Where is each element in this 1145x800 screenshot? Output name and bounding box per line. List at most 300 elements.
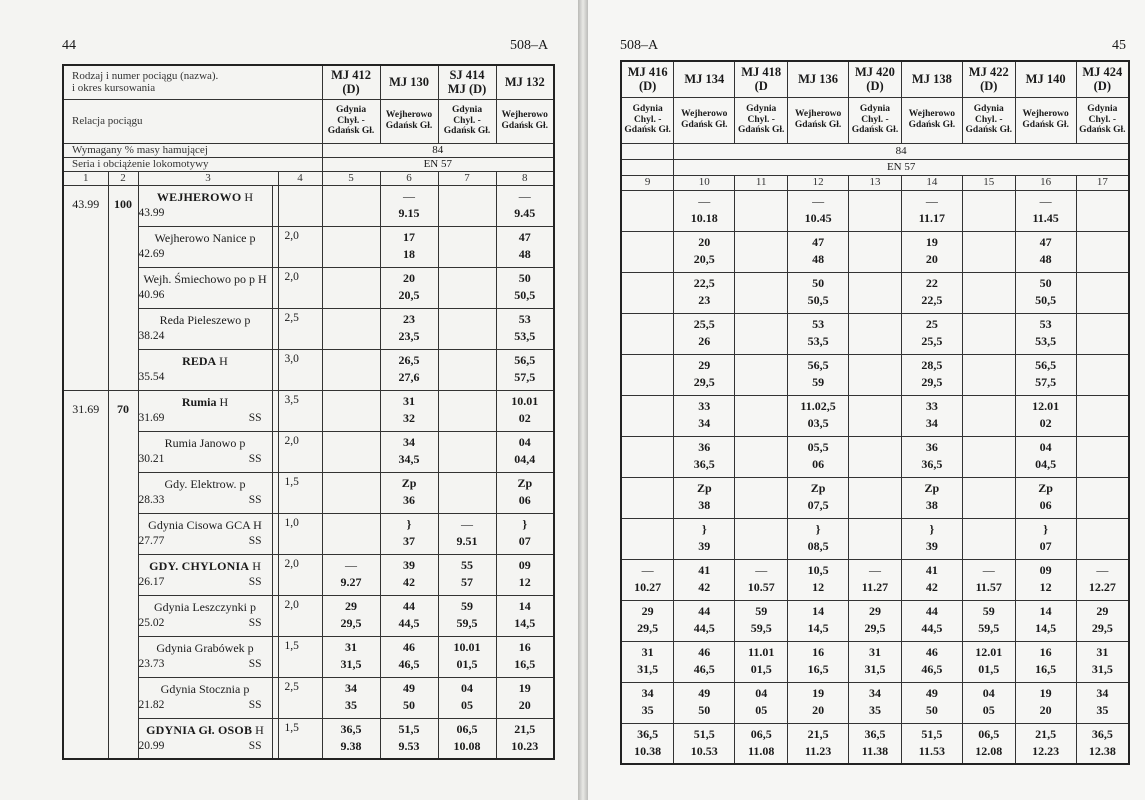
time-cell <box>1015 723 1076 764</box>
time-departure: 29,5 <box>921 375 943 389</box>
time-cell <box>788 559 849 600</box>
time-arrival: 51,5 <box>693 726 715 741</box>
time-cell <box>962 641 1015 682</box>
time-arrival: 34 <box>1096 686 1109 701</box>
time-departure: 44,5 <box>693 621 715 635</box>
time-arrival: } <box>929 522 935 537</box>
station-km: 35.54 <box>138 370 165 383</box>
time-arrival: 29 <box>698 358 711 373</box>
km-marker <box>63 390 108 759</box>
relation-line: Wejherowo <box>681 109 728 120</box>
station-cell <box>138 472 272 513</box>
relation-line: Gdańsk Gł. <box>1079 125 1126 136</box>
time-cell <box>849 723 902 764</box>
time-departure: 34 <box>698 416 711 430</box>
time-departure: 10.18 <box>690 211 718 225</box>
left-timetable <box>62 64 555 760</box>
time-departure: 48 <box>1039 252 1052 266</box>
train-number-b: (D) <box>1093 79 1111 94</box>
time-cell <box>496 636 554 677</box>
time-arrival: 31 <box>345 640 358 655</box>
station-ss: SS <box>248 575 262 588</box>
time-cell <box>962 190 1015 231</box>
time-departure: 53,5 <box>514 329 536 343</box>
time-arrival: 09 <box>518 558 531 573</box>
time-cell <box>496 185 554 226</box>
time-cell <box>621 559 674 600</box>
time-cell <box>901 477 962 518</box>
time-departure: 29,5 <box>1091 621 1113 635</box>
time-arrival: 31 <box>868 645 881 660</box>
time-cell <box>496 390 554 431</box>
time-arrival: 49 <box>403 681 416 696</box>
time-departure: 16,5 <box>807 662 829 676</box>
time-departure: 29,5 <box>637 621 659 635</box>
time-departure: 36,5 <box>693 457 715 471</box>
time-departure: 37 <box>403 534 416 548</box>
time-departure: 46,5 <box>921 662 943 676</box>
time-departure: 48 <box>812 252 825 266</box>
time-departure: 9.15 <box>398 206 420 220</box>
time-departure: 9.27 <box>340 575 362 589</box>
column-number: 5 <box>322 171 380 185</box>
time-cell <box>621 600 674 641</box>
time-departure: 18 <box>403 247 416 261</box>
time-departure: 35 <box>641 703 654 717</box>
time-arrival: 28,5 <box>921 358 943 373</box>
time-cell <box>674 682 735 723</box>
time-departure: 20 <box>925 252 938 266</box>
time-cell <box>849 477 902 518</box>
train-number <box>322 65 380 99</box>
time-cell <box>849 231 902 272</box>
time-cell <box>322 267 380 308</box>
time-departure: 29,5 <box>864 621 886 635</box>
table-row <box>621 395 1129 436</box>
time-cell <box>380 513 438 554</box>
time-cell <box>438 636 496 677</box>
time-arrival: 59 <box>982 604 995 619</box>
table-row <box>621 354 1129 395</box>
time-cell <box>1015 395 1076 436</box>
time-departure: 12.38 <box>1088 743 1116 758</box>
time-arrival: 49 <box>698 686 711 701</box>
station-suffix: H <box>244 189 254 204</box>
distance-cell: 2,0 <box>278 267 322 308</box>
time-cell <box>849 682 902 723</box>
time-departure: 35 <box>345 698 358 712</box>
station-sub <box>139 494 272 507</box>
time-cell <box>1076 231 1129 272</box>
time-departure: 12 <box>812 580 825 594</box>
station-km: 27.77 <box>138 534 165 547</box>
station-name-line <box>139 273 272 287</box>
loco-empty <box>621 159 674 175</box>
station-name-line <box>139 437 272 451</box>
time-cell <box>849 395 902 436</box>
time-arrival: — <box>461 517 474 532</box>
time-cell <box>1076 272 1129 313</box>
time-departure: 07 <box>1039 539 1052 553</box>
time-arrival: 25 <box>925 317 938 332</box>
relation-line: Wejherowo <box>908 109 955 120</box>
time-cell <box>621 436 674 477</box>
train-number-a: MJ 134 <box>684 72 725 87</box>
time-cell <box>621 231 674 272</box>
train-relation <box>901 97 962 143</box>
station-name-line <box>139 642 272 656</box>
relation-line: Gdańsk Gł. <box>385 121 433 131</box>
station-km: 21.82 <box>138 698 165 711</box>
train-relation <box>962 97 1015 143</box>
time-arrival: 36,5 <box>864 726 886 741</box>
time-departure: 48 <box>518 247 531 261</box>
time-cell <box>788 600 849 641</box>
time-cell <box>1015 477 1076 518</box>
time-cell <box>322 349 380 390</box>
time-arrival: 17 <box>403 230 416 245</box>
station-cell <box>138 513 272 554</box>
time-departure: 38 <box>925 498 938 512</box>
time-cell <box>496 472 554 513</box>
time-departure: 11.57 <box>975 580 1002 594</box>
station-name: REDA <box>182 353 217 368</box>
train-number <box>849 61 902 97</box>
time-arrival: 55 <box>461 558 474 573</box>
time-arrival: 53 <box>1039 317 1052 332</box>
train-number <box>1015 61 1076 97</box>
station-cell <box>138 226 272 267</box>
train-number-a: MJ 136 <box>798 72 839 87</box>
time-arrival: 51,5 <box>921 726 943 741</box>
table-row <box>621 641 1129 682</box>
time-arrival: — <box>812 194 825 209</box>
time-arrival: 44 <box>698 604 711 619</box>
station-name-line <box>139 355 272 369</box>
time-departure: 9.38 <box>340 738 362 753</box>
time-cell <box>1076 436 1129 477</box>
time-cell <box>322 472 380 513</box>
time-cell <box>735 600 788 641</box>
station-name-line <box>139 478 272 492</box>
time-cell <box>962 395 1015 436</box>
time-arrival: 34 <box>641 686 654 701</box>
relation-line: Gdańsk Gł. <box>851 125 899 136</box>
time-departure: 59,5 <box>750 621 772 635</box>
column-number: 3 <box>138 171 278 185</box>
station-km: 20.99 <box>138 739 165 752</box>
time-arrival: 31 <box>641 645 654 660</box>
time-cell <box>380 267 438 308</box>
train-number <box>735 61 788 97</box>
time-cell <box>322 226 380 267</box>
loco-value: EN 57 <box>674 159 1129 175</box>
time-departure: 42 <box>925 580 938 594</box>
station-km: 28.33 <box>138 493 165 506</box>
time-cell <box>962 436 1015 477</box>
time-arrival: Zp <box>696 481 712 496</box>
time-cell <box>735 477 788 518</box>
time-cell <box>901 395 962 436</box>
time-departure: 10.08 <box>453 738 481 753</box>
time-arrival: 21,5 <box>807 726 829 741</box>
station-suffix: p <box>249 599 256 614</box>
time-cell <box>438 718 496 759</box>
time-cell <box>962 477 1015 518</box>
time-cell <box>962 354 1015 395</box>
time-departure: 08,5 <box>807 539 829 553</box>
book-gutter <box>578 0 588 800</box>
time-arrival: 20 <box>698 235 711 250</box>
time-arrival: — <box>925 194 938 209</box>
time-cell <box>901 313 962 354</box>
time-cell <box>962 600 1015 641</box>
time-departure: 53,5 <box>807 334 829 348</box>
column-number: 8 <box>496 171 554 185</box>
time-arrival: 29 <box>345 599 358 614</box>
time-arrival: 20 <box>403 271 416 286</box>
time-departure: 44,5 <box>921 621 943 635</box>
station-suffix: p <box>247 640 254 655</box>
time-arrival: 56,5 <box>807 358 829 373</box>
time-arrival: Zp <box>517 476 533 491</box>
relation-line: Chyl. - <box>633 114 662 125</box>
distance-cell: 2,0 <box>278 431 322 472</box>
time-cell <box>962 723 1015 764</box>
train-number-a: MJ 138 <box>911 72 952 87</box>
time-cell <box>380 431 438 472</box>
time-departure: 11.53 <box>918 743 946 758</box>
time-cell <box>674 190 735 231</box>
train-number <box>788 61 849 97</box>
time-arrival: 50 <box>812 276 825 291</box>
relation-line: Gdańsk Gł. <box>624 125 671 136</box>
right-timetable <box>620 60 1130 765</box>
time-departure: 20,5 <box>398 288 420 302</box>
time-arrival: 23 <box>403 312 416 327</box>
time-arrival: 04 <box>461 681 474 696</box>
time-cell <box>901 641 962 682</box>
time-cell <box>621 682 674 723</box>
time-arrival: 29 <box>868 604 881 619</box>
speed-marker <box>108 390 138 759</box>
time-cell <box>621 641 674 682</box>
time-departure: 59 <box>812 375 825 389</box>
time-cell <box>380 390 438 431</box>
time-cell <box>1015 559 1076 600</box>
time-departure: 35 <box>868 703 881 717</box>
time-departure: 10.53 <box>690 743 718 758</box>
time-cell <box>674 272 735 313</box>
time-cell <box>621 272 674 313</box>
time-departure: 20,5 <box>693 252 715 266</box>
time-departure: 50 <box>403 698 416 712</box>
time-cell <box>1076 682 1129 723</box>
distance-cell: 1,5 <box>278 636 322 677</box>
relation-line: Gdańsk Gł. <box>443 126 491 137</box>
station-sub <box>139 412 272 425</box>
time-cell <box>788 436 849 477</box>
time-arrival: 59 <box>755 604 768 619</box>
time-arrival: 51,5 <box>398 721 420 736</box>
time-arrival: 53 <box>812 317 825 332</box>
train-number-a: MJ 416 <box>627 64 668 79</box>
time-departure: 27,6 <box>398 370 420 384</box>
time-arrival: 21,5 <box>514 721 536 736</box>
time-cell <box>735 272 788 313</box>
station-ss: SS <box>248 698 262 711</box>
train-type-text: Rodzaj i numer pociągu (nazwa). <box>72 69 219 82</box>
column-number: 13 <box>849 175 902 190</box>
distance-cell: 3,5 <box>278 390 322 431</box>
station-km: 26.17 <box>138 575 165 588</box>
table-row <box>621 313 1129 354</box>
time-arrival: 04 <box>755 686 768 701</box>
station-name: Gdynia Stocznia <box>160 681 241 696</box>
relation-line: Chyl. - <box>747 114 775 125</box>
time-departure: 04,5 <box>1035 457 1057 471</box>
table-row <box>621 723 1129 764</box>
time-departure: 20 <box>518 698 531 712</box>
time-cell <box>621 313 674 354</box>
time-cell <box>674 641 735 682</box>
time-cell <box>788 641 849 682</box>
time-arrival: 49 <box>925 686 938 701</box>
time-departure: 46,5 <box>398 657 420 671</box>
station-km: 40.96 <box>138 288 165 301</box>
train-number-a: MJ 140 <box>1025 72 1066 87</box>
table-row <box>621 272 1129 313</box>
time-departure: 53,5 <box>1035 334 1057 348</box>
time-cell <box>962 682 1015 723</box>
relation-line: Gdańsk Gł. <box>794 120 842 130</box>
station-km: 30.21 <box>138 452 165 465</box>
train-relation <box>1076 97 1129 143</box>
relation-line: Gdańsk Gł. <box>681 120 728 130</box>
train-number <box>380 65 438 99</box>
time-arrival: } <box>1043 522 1049 537</box>
train-number-a: MJ 412 <box>331 67 371 82</box>
time-departure: 50 <box>925 703 938 717</box>
time-departure: 23 <box>698 293 711 307</box>
time-arrival: 04 <box>1039 440 1052 455</box>
time-cell <box>674 559 735 600</box>
time-cell <box>788 395 849 436</box>
time-cell <box>1076 723 1129 764</box>
station-sub <box>139 248 272 261</box>
station-name-line <box>139 519 272 533</box>
time-cell <box>322 308 380 349</box>
time-departure: 05 <box>982 703 995 717</box>
station-sub <box>139 576 272 589</box>
time-departure: 59,5 <box>456 616 478 630</box>
time-departure: 06 <box>812 457 825 471</box>
speed-value: 100 <box>114 196 132 211</box>
time-departure: 42 <box>403 575 416 589</box>
time-departure: 35 <box>1096 703 1109 717</box>
time-departure: 14,5 <box>1035 621 1057 635</box>
time-arrival: 36 <box>698 440 711 455</box>
time-arrival: 19 <box>812 686 825 701</box>
time-cell <box>438 677 496 718</box>
time-departure: 11.27 <box>861 580 889 594</box>
station-name-line <box>139 724 272 738</box>
relation-line: Gdynia <box>973 103 1004 114</box>
time-departure: 50 <box>698 703 711 717</box>
time-cell <box>735 641 788 682</box>
time-cell <box>1015 518 1076 559</box>
time-cell <box>621 723 674 764</box>
station-sub <box>139 740 272 753</box>
station-name: Wejherowo Nanice <box>154 230 247 245</box>
time-arrival: 41 <box>925 563 938 578</box>
time-cell <box>674 518 735 559</box>
table-row <box>621 600 1129 641</box>
time-arrival: 47 <box>518 230 531 245</box>
time-departure: 06 <box>1039 498 1052 512</box>
relation-line: Wejherowo <box>794 109 842 120</box>
time-cell <box>735 682 788 723</box>
relation-line: Gdańsk Gł. <box>737 125 785 136</box>
time-arrival: 47 <box>1039 235 1052 250</box>
relation-line: Chyl. - <box>453 115 481 126</box>
time-arrival: } <box>701 522 707 537</box>
station-ss: SS <box>248 739 262 752</box>
time-cell <box>962 272 1015 313</box>
time-arrival: 29 <box>1096 604 1109 619</box>
time-cell <box>849 559 902 600</box>
time-arrival: — <box>641 563 654 578</box>
time-arrival: 33 <box>925 399 938 414</box>
time-arrival: 34 <box>403 435 416 450</box>
train-type-label <box>63 65 322 99</box>
table-row <box>621 477 1129 518</box>
relation-line: Chyl. - <box>861 114 889 125</box>
station-suffix: p <box>249 230 256 245</box>
time-cell <box>1076 354 1129 395</box>
time-arrival: 14 <box>1039 604 1052 619</box>
time-departure: 12 <box>518 575 531 589</box>
train-number <box>438 65 496 99</box>
time-cell <box>1015 682 1076 723</box>
time-cell <box>438 185 496 226</box>
relation-line: Chyl. - <box>1088 114 1117 125</box>
time-cell <box>380 226 438 267</box>
station-sub <box>139 207 272 220</box>
time-departure: 10.45 <box>804 211 832 225</box>
distance-cell: 2,0 <box>278 595 322 636</box>
time-cell <box>674 600 735 641</box>
time-cell <box>849 313 902 354</box>
relation-line: Chył. - <box>337 115 365 126</box>
time-cell <box>438 349 496 390</box>
train-number <box>962 61 1015 97</box>
station-name: Gdy. Elektrow. <box>164 476 237 491</box>
time-arrival: 06,5 <box>750 726 772 741</box>
station-sub <box>139 535 272 548</box>
distance-cell: 1,5 <box>278 472 322 513</box>
time-departure: 57,5 <box>514 370 536 384</box>
time-arrival: 46 <box>698 645 711 660</box>
station-cell <box>138 595 272 636</box>
station-cell <box>138 308 272 349</box>
time-departure: 29,5 <box>693 375 715 389</box>
right-page <box>588 0 1145 800</box>
train-number-a: MJ 424 <box>1082 64 1123 79</box>
time-arrival: } <box>815 522 821 537</box>
time-arrival: 16 <box>518 640 531 655</box>
time-cell <box>496 554 554 595</box>
